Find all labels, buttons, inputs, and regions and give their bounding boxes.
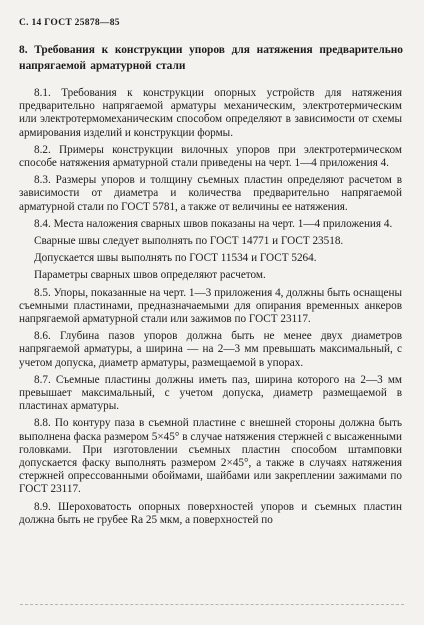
paragraph-welds-allowed: Допускается швы выполнять по ГОСТ 11534 и ГОСТ 5264. (34, 252, 317, 265)
paragraph-8-6: 8.6. Глубина пазов упоров должна быть не менее двух диаметров напрягаемой арматуры, а ширина — на 2—3 мм превышать максимальный, с учетом допуска, диаметр арматуры, размещаемой в упорах. (19, 330, 402, 369)
body-text (19, 87, 402, 531)
paragraph-8-8: 8.8. По контуру паза в съемной пластине с внешней стороны должна быть выполнена фаска размером 5×45° в случае натяжения стержней с высаженными головками. При изготовлении съемных пластин способом штамповки допускается фаску выполнять размером 2×45°, а также в случаях натяжения стержней опрессованными обоймами, шайбами или закреплении зажимами по ГОСТ 23117. (19, 417, 402, 496)
page-bottom-rule (20, 604, 404, 605)
paragraph-welds: Сварные швы следует выполнять по ГОСТ 14771 и ГОСТ 23518. (34, 235, 344, 248)
paragraph-8-4: 8.4. Места наложения сварных швов показаны на черт. 1—4 приложения 4. (34, 217, 393, 230)
paragraph-8-3: 8.3. Размеры упоров и толщину съемных пластин определяют расчетом в зависимости от диаметра и количества предварительно напрягаемой арматурной стали по ГОСТ 5781, а также от величины ее натяжения. (19, 174, 402, 213)
paragraph-8-5: 8.5. Упоры, показанные на черт. 1—3 приложения 4, должны быть оснащены съемными пластинами, предназначаемыми для опирания временных анкеров напрягаемой арматурной стали или зажимов по ГОСТ 23117. (19, 286, 402, 326)
page-header: С. 14 ГОСТ 25878—85 (19, 18, 120, 28)
paragraph-8-1: 8.1. Требования к конструкции опорных устройств для натяжения предварительно напрягаемой арматуры механическим, электротермическим или электротермомеханическим способом определяют в зависимости от схемы армирования изделий и конструкции формы. (19, 87, 402, 139)
paragraph-8-2: 8.2. Примеры конструкции вилочных упоров при электротермическом способе натяжения арматурной стали приведены на черт. 1—4 приложения 4. (19, 143, 402, 170)
paragraph-weld-parameters: Параметры сварных швов определяют расчетом. (34, 269, 266, 282)
paragraph-8-7: 8.7. Съемные пластины должны иметь паз, ширина которого на 2—3 мм превышает максимальный, с учетом допуска, диаметр размещаемой в пластинах арматуры. (19, 373, 402, 413)
paragraph-8-9: 8.9. Шероховатость опорных поверхностей упоров и съемных пластин должна быть не грубее Ra 25 мкм, а поверхностей по (19, 500, 402, 526)
section-title: 8. Требования к конструкции упоров для натяжения предварительно напрягаемой арматурной стали (19, 44, 403, 72)
